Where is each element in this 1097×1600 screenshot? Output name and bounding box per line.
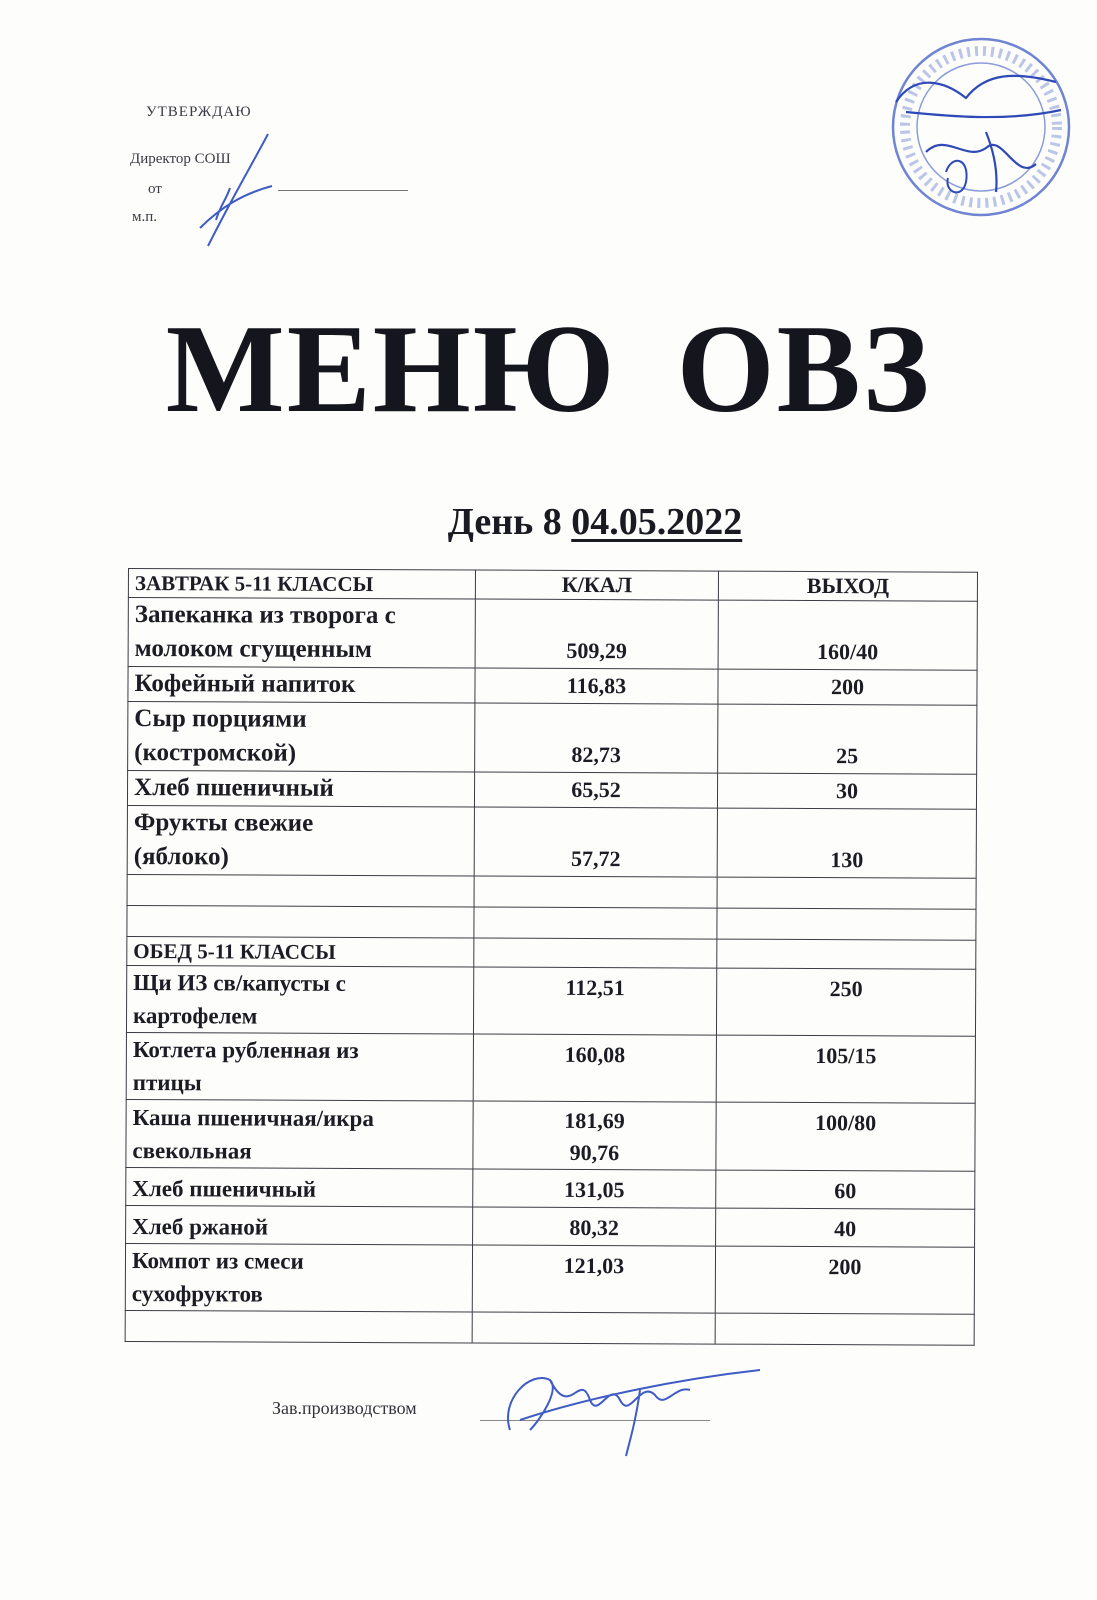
empty-row <box>125 1310 974 1345</box>
approval-signature-line <box>278 190 408 191</box>
dish-yield: 40 <box>716 1208 975 1247</box>
round-stamp <box>886 32 1076 222</box>
table-row <box>126 1032 975 1103</box>
dish-kcal: 160,08 <box>473 1034 716 1102</box>
dish-kcal: 57,72 <box>474 807 717 877</box>
dish-yield: 105/15 <box>716 1035 975 1103</box>
approval-heading: УТВЕРЖДАЮ <box>146 104 252 120</box>
director-signature <box>180 128 290 258</box>
dish-kcal: 509,29 <box>475 599 718 669</box>
lunch-title: ОБЕД 5-11 КЛАССЫ <box>127 936 474 967</box>
header-meal: ЗАВТРАК 5-11 КЛАССЫ <box>128 569 475 600</box>
title-ovz: ОВЗ <box>676 300 932 439</box>
empty-row <box>127 874 976 909</box>
dish-name: Кофейный напиток <box>128 667 475 704</box>
page-title <box>0 298 1097 442</box>
dish-kcal: 181,69 90,76 <box>473 1101 716 1170</box>
table-row <box>126 1167 975 1209</box>
dish-yield: 200 <box>715 1246 974 1314</box>
dish-name: Хлеб ржаной <box>126 1205 473 1245</box>
table-row <box>128 598 977 671</box>
header-kcal: К/КАЛ <box>475 570 718 600</box>
dish-yield: 30 <box>717 773 976 809</box>
dish-kcal: 65,52 <box>474 772 717 808</box>
dish-name: Каша пшеничная/икра свекольная <box>126 1099 473 1169</box>
dish-name: Компот из смеси сухофруктов <box>125 1243 472 1312</box>
dish-yield: 160/40 <box>718 600 977 670</box>
dish-yield: 130 <box>717 808 976 878</box>
day-label: День 8 <box>447 501 562 543</box>
dish-name: Хлеб пшеничный <box>127 771 474 808</box>
dish-yield: 100/80 <box>716 1102 975 1171</box>
day-heading <box>0 500 1097 544</box>
table-header-row <box>128 569 977 602</box>
menu-table <box>125 568 978 1346</box>
dish-kcal: 121,03 <box>472 1245 715 1313</box>
table-row <box>127 771 976 810</box>
dish-kcal: 82,73 <box>475 703 718 773</box>
table-row <box>126 965 975 1036</box>
dish-yield: 250 <box>716 968 975 1036</box>
dish-kcal: 112,51 <box>473 967 716 1035</box>
table-row <box>127 805 976 878</box>
production-head-signature <box>490 1360 770 1460</box>
approval-position: Директор СОШ <box>130 151 231 167</box>
dish-name: Сыр порциями (костромской) <box>128 702 475 773</box>
title-menu: МЕНЮ <box>165 300 617 439</box>
dish-name: Запеканка из творога с молоком сгущенным <box>128 598 475 669</box>
lunch-section-row <box>127 936 976 969</box>
header-yield: ВЫХОД <box>718 571 977 601</box>
dish-kcal: 116,83 <box>475 668 718 704</box>
table-row <box>128 667 977 706</box>
dish-name: Котлета рубленная из птицы <box>126 1032 473 1101</box>
approval-seal-mark: м.п. <box>132 209 158 225</box>
dish-name: Хлеб пшеничный <box>126 1167 473 1207</box>
dish-kcal: 131,05 <box>473 1169 716 1208</box>
table-row <box>126 1099 975 1171</box>
table-row <box>128 702 977 775</box>
dish-kcal: 80,32 <box>473 1207 716 1246</box>
dish-yield: 200 <box>718 669 977 705</box>
dish-name: Щи ИЗ св/капусты с картофелем <box>126 965 473 1034</box>
table-row <box>125 1243 974 1314</box>
footer-role: Зав.производством <box>272 1398 417 1418</box>
approval-from: от <box>148 181 162 197</box>
dish-yield: 60 <box>716 1170 975 1209</box>
dish-yield: 25 <box>718 704 977 774</box>
empty-row <box>127 905 976 940</box>
dish-name: Фрукты свежие (яблоко) <box>127 805 474 876</box>
table-row <box>126 1205 975 1247</box>
day-date: 04.05.2022 <box>571 501 743 543</box>
